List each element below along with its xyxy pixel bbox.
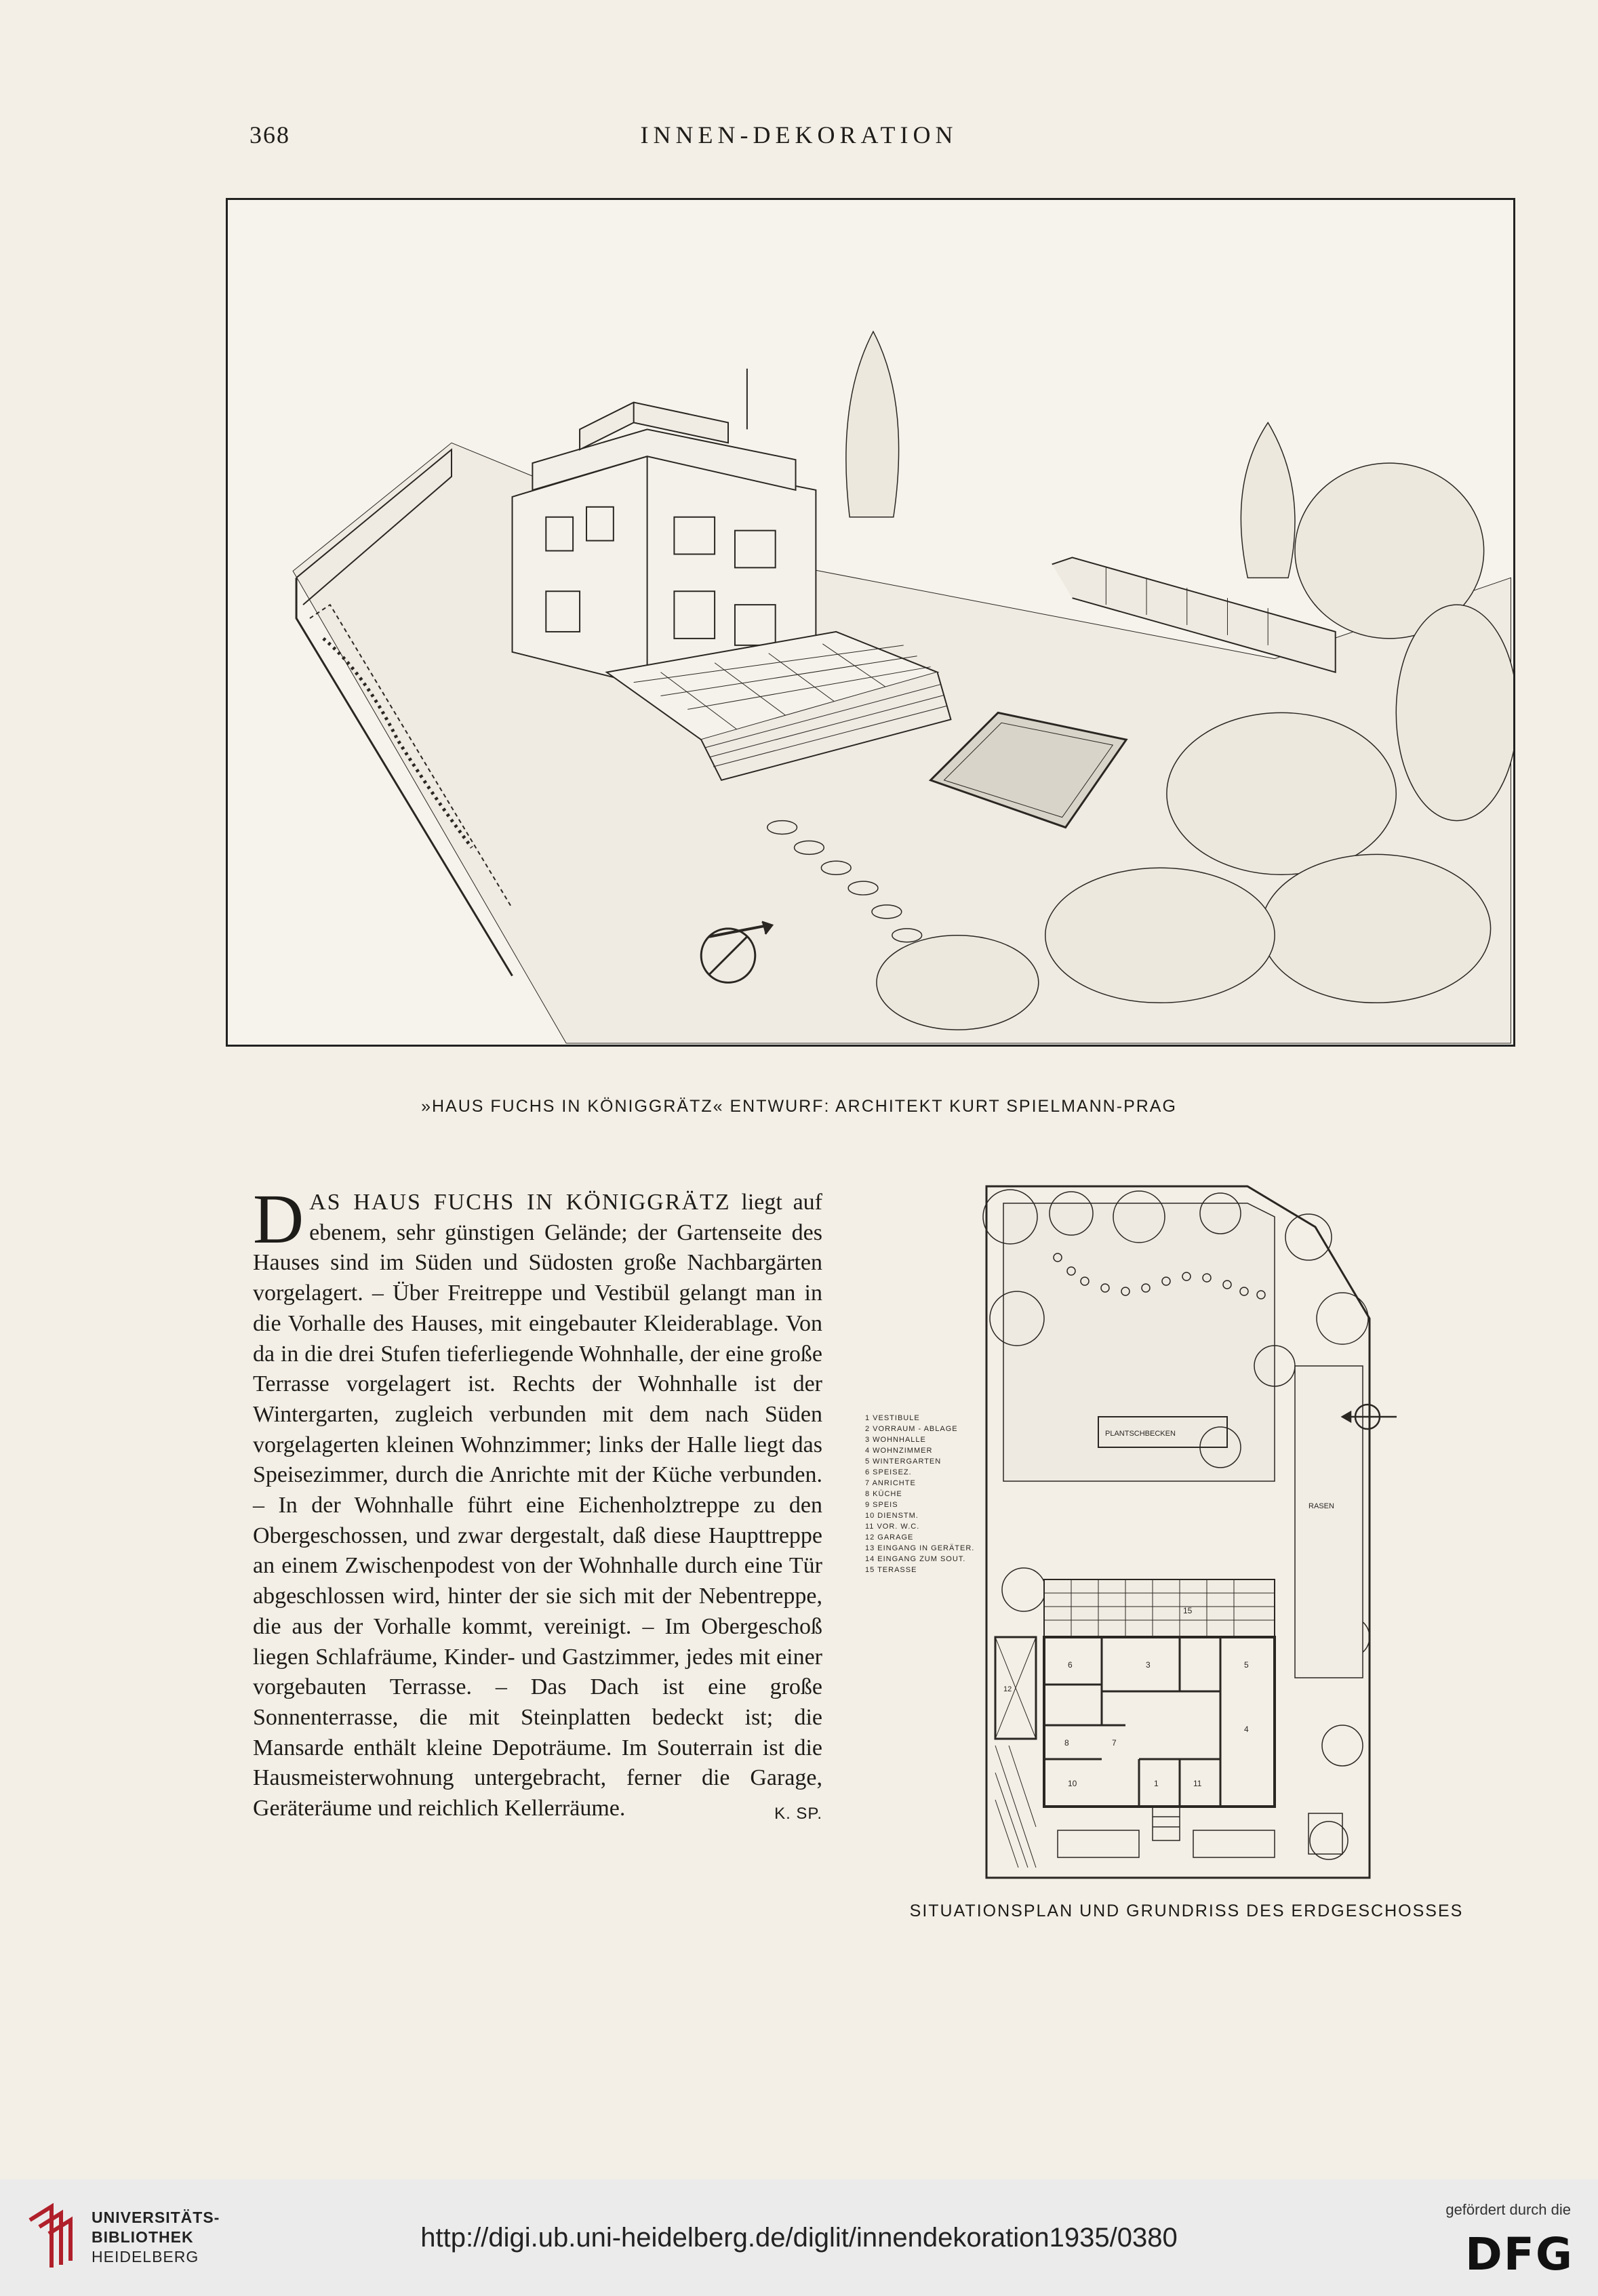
- svg-text:5: 5: [1244, 1660, 1249, 1670]
- drop-cap: D: [253, 1180, 304, 1258]
- svg-text:1: 1: [1154, 1779, 1159, 1788]
- institution-line: UNIVERSITÄTS-: [92, 2209, 220, 2226]
- svg-text:7: 7: [1112, 1738, 1117, 1748]
- legend-item: 13 EINGANG IN GERÄTER.: [865, 1544, 975, 1552]
- page-number: 368: [249, 121, 290, 148]
- house-perspective-drawing: [226, 198, 1515, 1047]
- author-signature: K. SP.: [774, 1805, 822, 1824]
- svg-text:10: 10: [1068, 1779, 1077, 1788]
- article-paragraph: [253, 1180, 823, 1824]
- article-body: liegt auf ebenem, sehr günstigen Gelände; der Gartenseite des Hauses sind im Süden und Südosten große Nachbargärten vorgelagert. – Über Freitreppe und Vestibül gelangt man in die Vorhalle des Hauses, mit eingebauter Kleiderablage. Von da in die drei Stufen tieferliegende Wohnhalle, der eine große Terrasse vorgelagert ist. Rechts der Wohnhalle ist der Wintergarten, zugleich verbunden mit dem nach Süden vorgelagerten kleinen Wohnzimmer; links der Halle liegt das Speisezimmer, durch die Anrichte mit der Küche verbunden. – In der Wohnhalle führt eine Eichenholztreppe zu den Obergeschossen, und zwar dergestalt, daß diese Haupttreppe an einem Zwischenpodest von der Wohnhalle durch eine Tür abgeschlossen wird, hinter der sie sich mit der Nebentreppe, die aus der Vorhalle kommt, vereinigt. – Im Obergeschoß liegen Schlafräume, Kinder- und Gastzimmer, jedes mit einer vorgebauten Terrasse. – Das Dach ist eine große Sonnenterrasse, die mit Steinplatten bedeckt ist; die Mansarde enthält kleine Depoträume. Im Souterrain ist die Hausmeisterwohnung untergebracht, ferner die Garage, Geräteräume und reichlich Kellerräume.: [253, 1190, 823, 1821]
- article-text: [253, 1180, 823, 1830]
- svg-text:8: 8: [1064, 1738, 1069, 1748]
- plan-caption: SITUATIONSPLAN UND GRUNDRISS DES ERDGESCHOSSES: [909, 1901, 1464, 1920]
- lead-words: AS HAUS FUCHS IN KÖNIGGRÄTZ: [309, 1190, 731, 1215]
- site-floor-plan: [841, 1163, 1488, 1881]
- legend-item: 4 WOHNZIMMER: [865, 1447, 933, 1455]
- legend-item: 1 VESTIBULE: [865, 1414, 920, 1422]
- legend-item: 5 WINTERGARTEN: [865, 1457, 942, 1466]
- svg-text:15: 15: [1183, 1606, 1193, 1615]
- institution-line: BIBLIOTHEK: [92, 2228, 194, 2246]
- legend-item: 8 KÜCHE: [865, 1490, 902, 1498]
- legend-item: 7 ANRICHTE: [865, 1479, 916, 1487]
- svg-text:12: 12: [1003, 1685, 1012, 1693]
- legend-item: 14 EINGANG ZUM SOUT.: [865, 1555, 966, 1563]
- legend-item: 15 TERASSE: [865, 1566, 917, 1574]
- legend-item: 3 WOHNHALLE: [865, 1436, 926, 1444]
- svg-text:4: 4: [1244, 1725, 1249, 1734]
- legend-item: 11 VOR. W.C.: [865, 1523, 920, 1531]
- lawn-label: RASEN: [1309, 1502, 1334, 1510]
- funded-by-label: gefördert durch die: [1445, 2201, 1571, 2218]
- running-title: INNEN-DEKORATION: [640, 121, 958, 148]
- legend-item: 2 VORRAUM - ABLAGE: [865, 1425, 958, 1433]
- legend-item: 10 DIENSTM.: [865, 1512, 919, 1520]
- footer-bar: [0, 2179, 1598, 2296]
- svg-text:3: 3: [1146, 1660, 1151, 1670]
- legend-item: 9 SPEIS: [865, 1501, 898, 1509]
- illustration-caption: »HAUS FUCHS IN KÖNIGGRÄTZ« ENTWURF: ARCHITEKT KURT SPIELMANN-PRAG: [421, 1097, 1177, 1116]
- svg-text:11: 11: [1193, 1779, 1202, 1788]
- plan-legend: [865, 1414, 974, 1574]
- legend-item: 12 GARAGE: [865, 1533, 914, 1542]
- basin-label: PLANTSCHBECKEN: [1105, 1430, 1176, 1438]
- institution-line: HEIDELBERG: [92, 2248, 199, 2265]
- svg-text:6: 6: [1068, 1660, 1073, 1670]
- dfg-logo: DFG: [1464, 2228, 1574, 2280]
- permalink-url[interactable]: http://digi.ub.uni-heidelberg.de/diglit/innendekoration1935/0380: [420, 2223, 1178, 2253]
- legend-item: 6 SPEISEZ.: [865, 1468, 912, 1476]
